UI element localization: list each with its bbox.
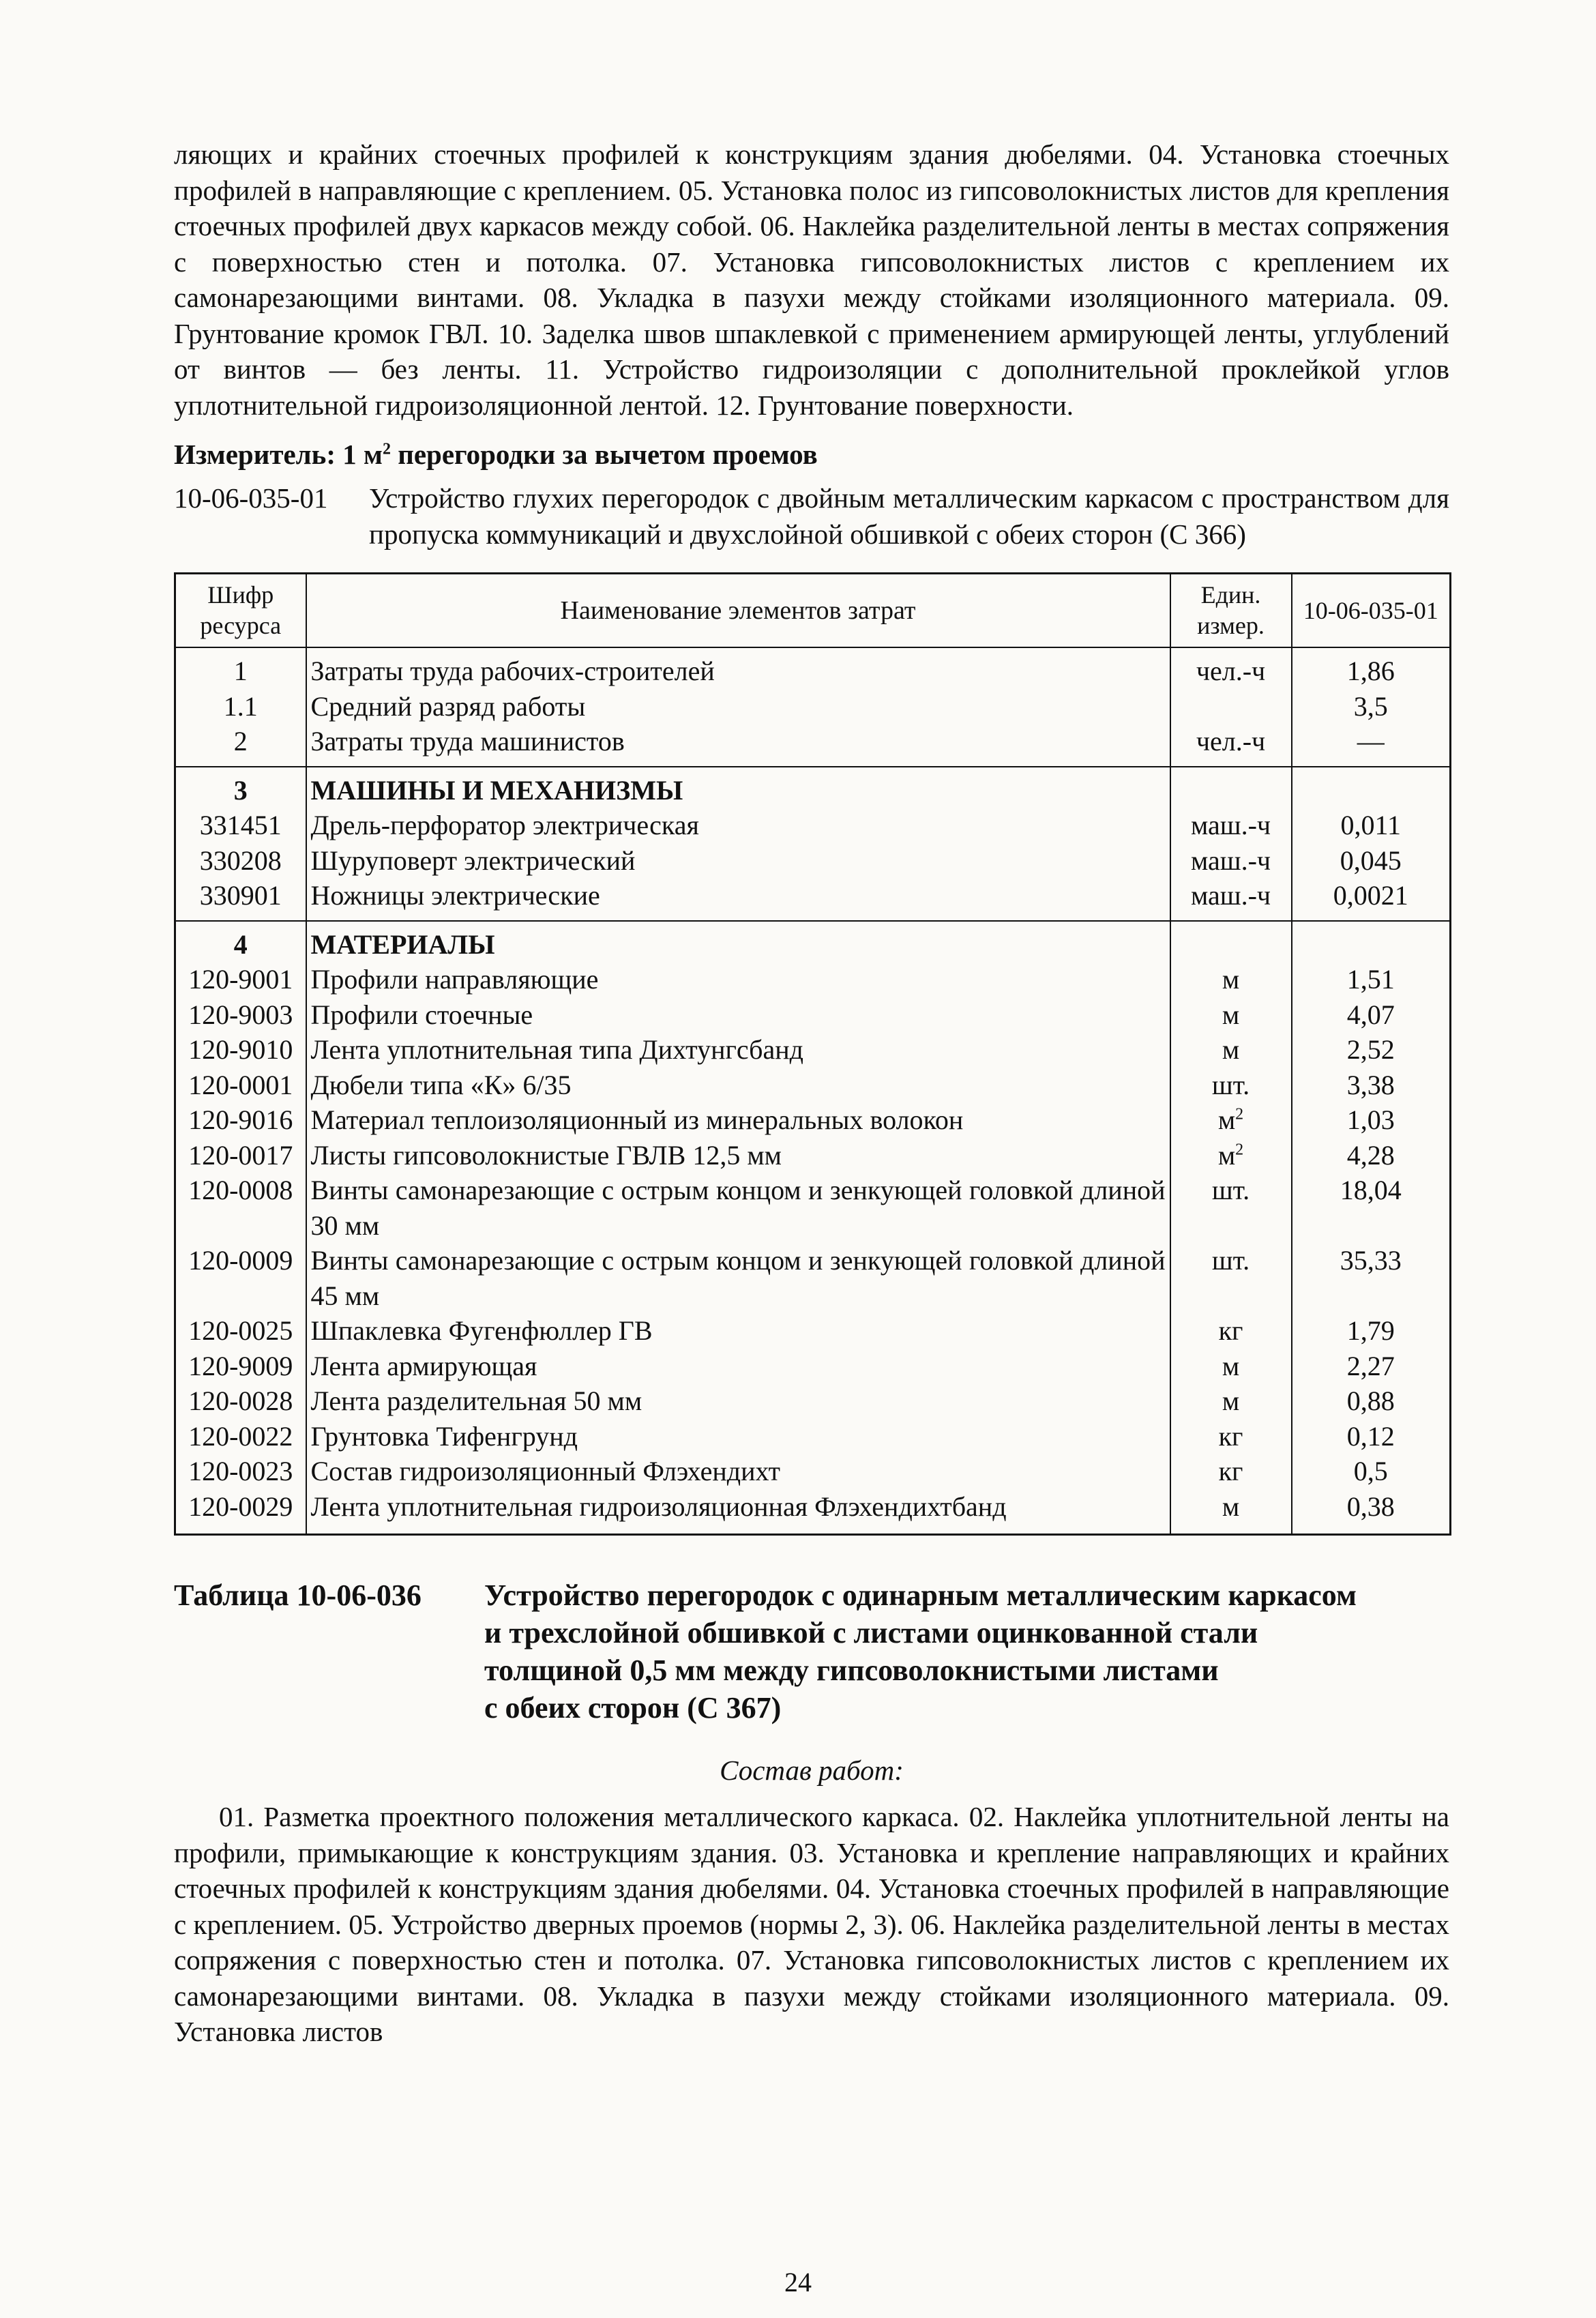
table-row: [175, 962, 1451, 997]
norm-table: [174, 572, 1451, 1536]
table-row: [175, 689, 1451, 724]
cell-unit: [1170, 808, 1292, 843]
cell-unit-text: кг: [1218, 1315, 1243, 1346]
cell-code: 120-0017: [175, 1138, 306, 1173]
cell-unit-text: м: [1222, 1034, 1240, 1065]
cell-unit-text: чел.-ч: [1196, 656, 1266, 686]
cell-code: 1: [175, 647, 306, 689]
cell-unit-text: чел.-ч: [1196, 726, 1266, 757]
cell-value: 1,86: [1292, 647, 1451, 689]
table-row: [175, 1032, 1451, 1068]
cell-unit-text: м: [1217, 1139, 1236, 1171]
cell-unit: [1170, 1243, 1292, 1313]
cell-unit-text: маш.-ч: [1190, 810, 1271, 840]
intro-paragraph: ляющих и крайних стоечных профилей к конструкциям здания дюбелями. 04. Установка стоечных профилей в направляющие с креплением. 05. Установка полос из гипсоволокнистых листов для крепления стоечных профилей двух каркасов между собой. 06. Наклейка разделительной ленты в местах сопряжения с поверхностью стен и потолка. 07. Установка гипсоволокнистых листов с креплением их самонарезающими винтами. 08. Укладка в пазухи между стойками изоляционного материала. 09. Грунтование кромок ГВЛ. 10. Заделка швов шпаклевкой с применением армирующей ленты, углублений от винтов — без ленты. 11. Устройство гидроизоляции с дополнительной проклейкой углов уплотнительной гидроизоляционной лентой. 12. Грунтование поверхности.: [174, 138, 1449, 421]
cell-unit: [1170, 962, 1292, 997]
cell-value: 4,07: [1292, 997, 1451, 1033]
cell-code: 120-9010: [175, 1032, 306, 1068]
norm-item-description: Устройство глухих перегородок с двойным металлическим каркасом с пространством для пропуска коммуникаций и двухслойной обшивкой с обеих сторон (С 366): [369, 482, 1449, 550]
cell-value: 3,5: [1292, 689, 1451, 724]
cell-code: 120-0023: [175, 1454, 306, 1489]
meter-suffix: перегородки за вычетом проемов: [390, 439, 818, 470]
next-table-title-line: с обеих сторон (С 367): [484, 1691, 782, 1725]
meter-prefix: Измеритель: 1 м: [174, 439, 383, 470]
cell-code: 120-0022: [175, 1419, 306, 1454]
cell-name: Состав гидроизоляционный Флэхендихт: [306, 1454, 1170, 1489]
next-table-title-line: Устройство перегородок с одинарным металлическим каркасом: [484, 1579, 1357, 1612]
header-code: Шифр ресурса: [175, 574, 306, 648]
cell-unit-text: м: [1222, 964, 1240, 995]
cell-code: 331451: [175, 808, 306, 843]
cell-unit: [1170, 1313, 1292, 1349]
cell-code: 4: [175, 921, 306, 963]
cell-name: Затраты труда машинистов: [306, 724, 1170, 767]
next-table-heading: [174, 1576, 1449, 1727]
table-row: [175, 1173, 1451, 1243]
cell-value: 0,0021: [1292, 878, 1451, 921]
cell-name: МАТЕРИАЛЫ: [306, 921, 1170, 963]
cell-unit-text: шт.: [1211, 1245, 1250, 1276]
table-row: [175, 767, 1451, 808]
cell-code: 120-9003: [175, 997, 306, 1033]
cell-unit: [1170, 1454, 1292, 1489]
norm-table-body: [175, 647, 1451, 1535]
header-name: Наименование элементов затрат: [306, 574, 1170, 648]
cell-code: 120-9016: [175, 1102, 306, 1138]
norm-item-code: 10-06-035-01: [174, 482, 328, 514]
next-table-title: [484, 1576, 1449, 1727]
cell-unit: [1170, 921, 1292, 963]
table-row: [175, 1102, 1451, 1138]
cell-name: Листы гипсоволокнистые ГВЛВ 12,5 мм: [306, 1138, 1170, 1173]
cell-unit-text: маш.-ч: [1190, 845, 1271, 876]
cell-unit-text: м: [1222, 1350, 1240, 1381]
table-row: [175, 1419, 1451, 1454]
cell-value: 18,04: [1292, 1173, 1451, 1243]
cell-name: Затраты труда рабочих-строителей: [306, 647, 1170, 689]
cell-unit: [1170, 1173, 1292, 1243]
cell-name: Дрель-перфоратор электрическая: [306, 808, 1170, 843]
cell-code: 120-0009: [175, 1243, 306, 1313]
cell-code: 120-0029: [175, 1489, 306, 1535]
cell-code: 120-0025: [175, 1313, 306, 1349]
cell-name: Винты самонарезающие с острым концом и зенкующей головкой длиной 30 мм: [306, 1173, 1170, 1243]
table-row: [175, 724, 1451, 767]
cell-code: 120-9009: [175, 1349, 306, 1384]
cell-unit: [1170, 1138, 1292, 1173]
table-row: [175, 997, 1451, 1033]
cell-name: МАШИНЫ И МЕХАНИЗМЫ: [306, 767, 1170, 808]
cell-unit-sup: 2: [1235, 1141, 1244, 1159]
cell-value: 0,12: [1292, 1419, 1451, 1454]
table-row: [175, 1068, 1451, 1103]
cell-unit: [1170, 1102, 1292, 1138]
cell-value: 0,011: [1292, 808, 1451, 843]
cell-name: Профили направляющие: [306, 962, 1170, 997]
cell-unit-text: шт.: [1211, 1175, 1250, 1205]
cell-unit: [1170, 878, 1292, 921]
cell-unit: [1170, 647, 1292, 689]
cell-unit: [1170, 724, 1292, 767]
cell-name: Лента разделительная 50 мм: [306, 1383, 1170, 1419]
header-value: 10-06-035-01: [1292, 574, 1451, 648]
cell-unit: [1170, 1419, 1292, 1454]
table-row: [175, 843, 1451, 879]
cell-unit-text: кг: [1218, 1420, 1243, 1452]
table-row: [175, 647, 1451, 689]
cell-code: 120-0008: [175, 1173, 306, 1243]
page-number: 24: [784, 2267, 812, 2298]
cell-value: [1292, 767, 1451, 808]
table-row: [175, 808, 1451, 843]
table-row: [175, 1489, 1451, 1535]
cell-name: Лента уплотнительная типа Дихтунгсбанд: [306, 1032, 1170, 1068]
cell-code: 3: [175, 767, 306, 808]
cell-unit-text: маш.-ч: [1190, 880, 1271, 911]
cell-name: Шуруповерт электрический: [306, 843, 1170, 879]
cell-value: 0,045: [1292, 843, 1451, 879]
cell-name: Грунтовка Тифенгрунд: [306, 1419, 1170, 1454]
cell-unit-text: м: [1222, 1385, 1240, 1416]
cell-value: —: [1292, 724, 1451, 767]
next-table-label: Таблица 10-06-036: [174, 1579, 422, 1612]
cell-unit-text: шт.: [1211, 1069, 1250, 1100]
cell-unit: [1170, 1068, 1292, 1103]
cell-code: 1.1: [175, 689, 306, 724]
cell-name: Средний разряд работы: [306, 689, 1170, 724]
cell-name: Шпаклевка Фугенфюллер ГВ: [306, 1313, 1170, 1349]
page-content: [174, 136, 1449, 2050]
cell-code: 330208: [175, 843, 306, 879]
cell-value: 1,03: [1292, 1102, 1451, 1138]
cell-unit: [1170, 767, 1292, 808]
cell-value: 4,28: [1292, 1138, 1451, 1173]
cell-unit: [1170, 1489, 1292, 1535]
cell-unit-text: м: [1222, 1491, 1240, 1522]
next-table-title-line: и трехслойной обшивкой с листами оцинкованной стали: [484, 1616, 1258, 1649]
cell-code: 120-9001: [175, 962, 306, 997]
cell-unit-text: м: [1217, 1104, 1236, 1135]
cell-unit-text: м: [1222, 999, 1240, 1030]
table-row: [175, 1243, 1451, 1313]
cell-unit-text: кг: [1218, 1456, 1243, 1486]
cell-code: 330901: [175, 878, 306, 921]
cell-value: 3,38: [1292, 1068, 1451, 1103]
table-row: [175, 1349, 1451, 1384]
table-row: [175, 878, 1451, 921]
cell-value: 35,33: [1292, 1243, 1451, 1313]
cell-unit: [1170, 1383, 1292, 1419]
cell-value: 0,88: [1292, 1383, 1451, 1419]
table-row: [175, 1138, 1451, 1173]
next-table-title-line: толщиной 0,5 мм между гипсоволокнистыми листами: [484, 1654, 1219, 1687]
cell-code: 120-0028: [175, 1383, 306, 1419]
cell-value: 1,79: [1292, 1313, 1451, 1349]
cell-unit: [1170, 689, 1292, 724]
table-row: [175, 1383, 1451, 1419]
table-row: [175, 1313, 1451, 1349]
norm-table-header: [175, 574, 1451, 648]
meter-line: [174, 438, 1449, 471]
norm-item: [174, 480, 1449, 552]
sostav-paragraph: 01. Разметка проектного положения металлического каркаса. 02. Наклейка уплотнительной ленты на профили, примыкающие к конструкциям здания. 03. Установка и крепление направляющих и крайних стоечных профилей к конструкциям здания дюбелями. 04. Установка стоечных профилей в направляющие с креплением. 05. Устройство дверных проемов (нормы 2, 3). 06. Наклейка разделительной ленты в местах сопряжения с поверхностью стен и потолка. 07. Установка гипсоволокнистых листов с креплением их самонарезающими винтами. 08. Укладка в пазухи между стойками изоляционного материала. 09. Установка листов: [174, 1801, 1449, 2047]
cell-value: 1,51: [1292, 962, 1451, 997]
table-row: [175, 1454, 1451, 1489]
cell-unit-sup: 2: [1235, 1105, 1244, 1124]
cell-value: 0,38: [1292, 1489, 1451, 1535]
table-row: [175, 921, 1451, 963]
cell-name: Лента уплотнительная гидроизоляционная Флэхендихтбанд: [306, 1489, 1170, 1535]
cell-value: 2,27: [1292, 1349, 1451, 1384]
cell-unit: [1170, 997, 1292, 1033]
cell-unit: [1170, 843, 1292, 879]
cell-name: Ножницы электрические: [306, 878, 1170, 921]
cell-value: [1292, 921, 1451, 963]
cell-unit: [1170, 1032, 1292, 1068]
cell-name: Профили стоечные: [306, 997, 1170, 1033]
meter-sup: 2: [382, 440, 391, 458]
cell-name: Лента армирующая: [306, 1349, 1170, 1384]
cell-name: Материал теплоизоляционный из минеральных волокон: [306, 1102, 1170, 1138]
cell-unit: [1170, 1349, 1292, 1384]
cell-value: 2,52: [1292, 1032, 1451, 1068]
cell-value: 0,5: [1292, 1454, 1451, 1489]
cell-code: 2: [175, 724, 306, 767]
sostav-label: Состав работ:: [720, 1755, 904, 1786]
cell-name: Винты самонарезающие с острым концом и зенкующей головкой длиной 45 мм: [306, 1243, 1170, 1313]
cell-name: Дюбели типа «К» 6/35: [306, 1068, 1170, 1103]
header-unit: Един. измер.: [1170, 574, 1292, 648]
cell-code: 120-0001: [175, 1068, 306, 1103]
